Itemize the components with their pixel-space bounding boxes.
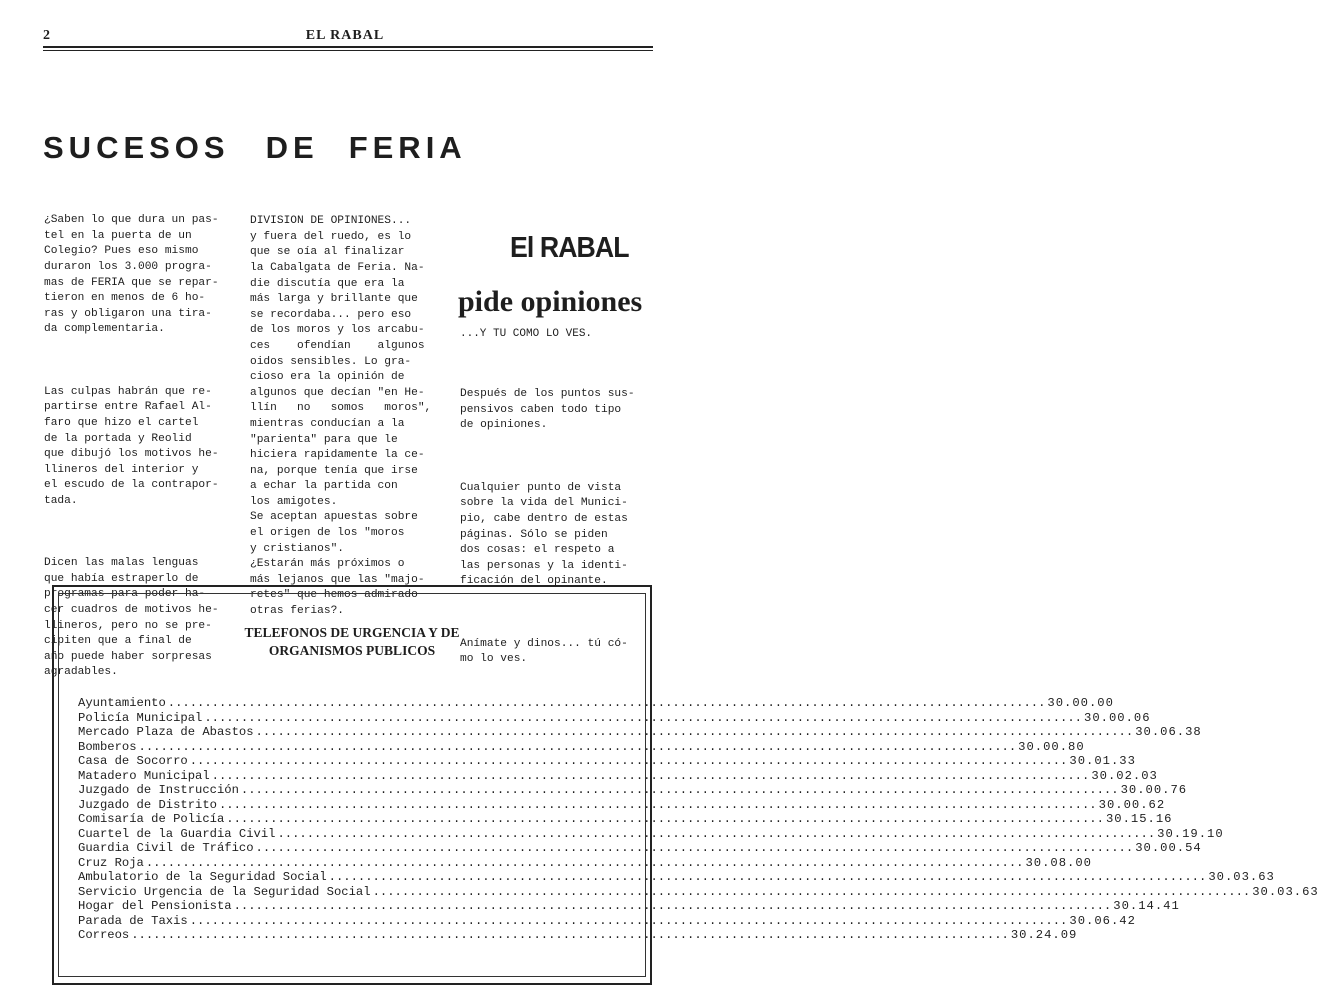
phone-entry-number: 30.02.03 — [1091, 768, 1158, 783]
phone-entry-number: 30.24.09 — [1010, 928, 1078, 942]
opinion-paragraph: Después de los puntos sus- pensivos caben todo tipo de opiniones. — [460, 388, 635, 432]
phone-entry-name: Juzgado de Distrito — [78, 797, 217, 812]
phone-directory-row — [78, 928, 1078, 943]
phone-entry-name: Servicio Urgencia de la Seguridad Social — [78, 884, 371, 899]
column1-paragraph: ¿Saben lo que dura un pas- tel en la puerta de un Colegio? Pues eso mismo duraron los 3.000 progra- mas de FERIA que se repar- tieron en menos de 6 ho- ras y obligaron una tira- da complementaria. — [44, 214, 219, 336]
phone-entry-number: 30.03.63 — [1252, 884, 1319, 899]
phone-directory-title — [58, 624, 646, 660]
phone-entry-name: Ayuntamiento — [78, 696, 166, 710]
phone-entry-name: Juzgado de Instrucción — [78, 783, 239, 797]
phone-entry-name: Correos — [78, 928, 130, 942]
phone-directory-title-line-1: TELEFONOS DE URGENCIA Y DE — [244, 625, 460, 640]
header-rule — [43, 46, 653, 48]
phone-directory-row — [78, 710, 1151, 726]
phone-entry-number: 30.06.38 — [1135, 725, 1202, 739]
opinion-box-title: El RABAL — [510, 232, 629, 264]
phone-directory-row — [78, 899, 1180, 914]
phone-directory-row — [78, 826, 1224, 842]
phone-entry-name: Ambulatorio de la Seguridad Social — [78, 870, 327, 884]
phone-directory-row — [78, 783, 1188, 798]
phone-entry-name: Mercado Plaza de Abastos — [78, 725, 254, 739]
page-number: 2 — [43, 28, 50, 43]
dot-leader: ........................................................................................................................ — [328, 870, 1207, 884]
dot-leader: ........................................................................................................................ — [277, 826, 1156, 841]
phone-directory-row — [78, 696, 1114, 711]
headline — [43, 130, 467, 166]
header-rule-thin — [43, 50, 653, 51]
publication-title: EL RABAL — [305, 28, 385, 43]
dot-leader: ........................................................................................................................ — [189, 754, 1068, 768]
dot-leader: ........................................................................................................................ — [167, 696, 1046, 710]
phone-entry-name: Policía Municipal — [78, 710, 203, 725]
phone-directory-list — [78, 696, 1319, 943]
phone-directory-row — [78, 855, 1092, 871]
phone-directory-row — [78, 754, 1136, 769]
dot-leader: ........................................................................................................................ — [255, 841, 1134, 855]
dot-leader: ........................................................................................................................ — [226, 812, 1104, 826]
dot-leader: ........................................................................................................................ — [138, 739, 1017, 754]
phone-entry-name: Bomberos — [78, 739, 137, 754]
phone-entry-number: 30.00.54 — [1135, 841, 1202, 855]
phone-entry-number: 30.14.41 — [1113, 899, 1180, 913]
phone-entry-number: 30.06.42 — [1069, 913, 1136, 928]
dot-leader: ........................................................................................................................ — [211, 768, 1090, 783]
phone-entry-name: Comisaría de Policía — [78, 812, 225, 826]
phone-entry-number: 30.15.16 — [1105, 812, 1173, 826]
opinion-paragraph: Cualquier punto de vista sobre la vida del Munici- pio, cabe dentro de estas páginas. Sólo se piden dos cosas: el respeto a las personas y la identi- ficación del opinante. — [460, 481, 628, 588]
phone-entry-name: Cruz Roja — [78, 855, 144, 870]
dot-leader: ........................................................................................................................ — [218, 797, 1097, 812]
opinion-box-subtitle: pide opiniones — [458, 285, 643, 318]
phone-directory-row — [78, 768, 1158, 784]
phone-entry-name: Matadero Municipal — [78, 768, 210, 783]
phone-entry-number: 30.00.06 — [1084, 710, 1151, 725]
phone-directory-row — [78, 812, 1173, 827]
phone-directory-row — [78, 870, 1275, 885]
dot-leader: ........................................................................................................................ — [131, 928, 1009, 942]
phone-directory-row — [78, 739, 1085, 755]
phone-directory-row — [78, 913, 1136, 929]
phone-entry-number: 30.00.76 — [1120, 783, 1188, 797]
dot-leader: ........................................................................................................................ — [240, 783, 1119, 797]
phone-entry-name: Casa de Socorro — [78, 754, 188, 768]
phone-entry-number: 30.00.80 — [1018, 739, 1085, 754]
dot-leader: ........................................................................................................................ — [189, 913, 1068, 928]
phone-entry-name: Parada de Taxis — [78, 913, 188, 928]
phone-directory-row — [78, 797, 1166, 813]
phone-entry-number: 30.00.62 — [1098, 797, 1166, 812]
opinion-box-tagline: ...Y TU COMO LO VES. — [460, 328, 593, 340]
phone-directory-row — [78, 841, 1202, 856]
headline-word-3: FERIA — [348, 130, 467, 165]
phone-directory-title-line-2: ORGANISMOS PUBLICOS — [268, 643, 436, 658]
phone-directory-row — [78, 725, 1202, 740]
column1-paragraph: Las culpas habrán que re- partirse entre Rafael Al- faro que hizo el cartel de la portada y Reolid que dibujó los motivos he- llineros del interior y el escudo de la contrapor- tada. — [44, 385, 219, 507]
dot-leader: ........................................................................................................................ — [255, 725, 1134, 739]
column2-text: DIVISION DE OPINIONES... y fuera del ruedo, es lo que se oía al finalizar la Cabalgata de Feria. Na- die discutía que era la más larga y brillante que se recordaba... pero eso de los moros y los arcabu- ces ofendían algunos oidos sensibles. Lo gra- cioso era la opinión de algunos que decían "en He- llín no somos moros", mientras conducían a la "parienta" para que le hiciera rapidamente la ce- na, porque tenía que irse a echar la partida con los amigotes. Se aceptan apuestas sobre el origen de los "moros y cristianos". ¿Estarán más próximos o más lejanos que las "majo- retes" que hemos admirado otras ferias?. — [250, 215, 432, 618]
phone-entry-number: 30.03.63 — [1208, 870, 1275, 884]
opinion-paragraph: Anímate y dinos... tú có- mo lo ves. — [460, 637, 628, 666]
phone-entry-number: 30.01.33 — [1069, 754, 1136, 768]
dot-leader: ........................................................................................................................ — [145, 855, 1024, 870]
dot-leader: ........................................................................................................................ — [233, 899, 1112, 913]
dot-leader: ........................................................................................................................ — [204, 710, 1082, 725]
phone-entry-name: Guardia Civil de Tráfico — [78, 841, 254, 855]
phone-entry-name: Hogar del Pensionista — [78, 899, 232, 913]
headline-word-2: DE — [265, 130, 319, 165]
headline-word-1: SUCESOS — [43, 130, 230, 165]
phone-entry-number: 30.19.10 — [1157, 826, 1224, 841]
phone-entry-name: Cuartel de la Guardia Civil — [78, 826, 276, 841]
phone-entry-number: 30.00.00 — [1047, 696, 1114, 710]
column1-paragraph: Dicen las malas lenguas que había estraperlo de programas para poder ha- cer cuadros de motivos he- llineros, pero no se pre- cipiten que a final de año puede haber sorpresas agradables. — [44, 557, 219, 679]
phone-directory-row — [78, 884, 1319, 900]
dot-leader: ........................................................................................................................ — [372, 884, 1251, 899]
phone-entry-number: 30.08.00 — [1025, 855, 1092, 870]
